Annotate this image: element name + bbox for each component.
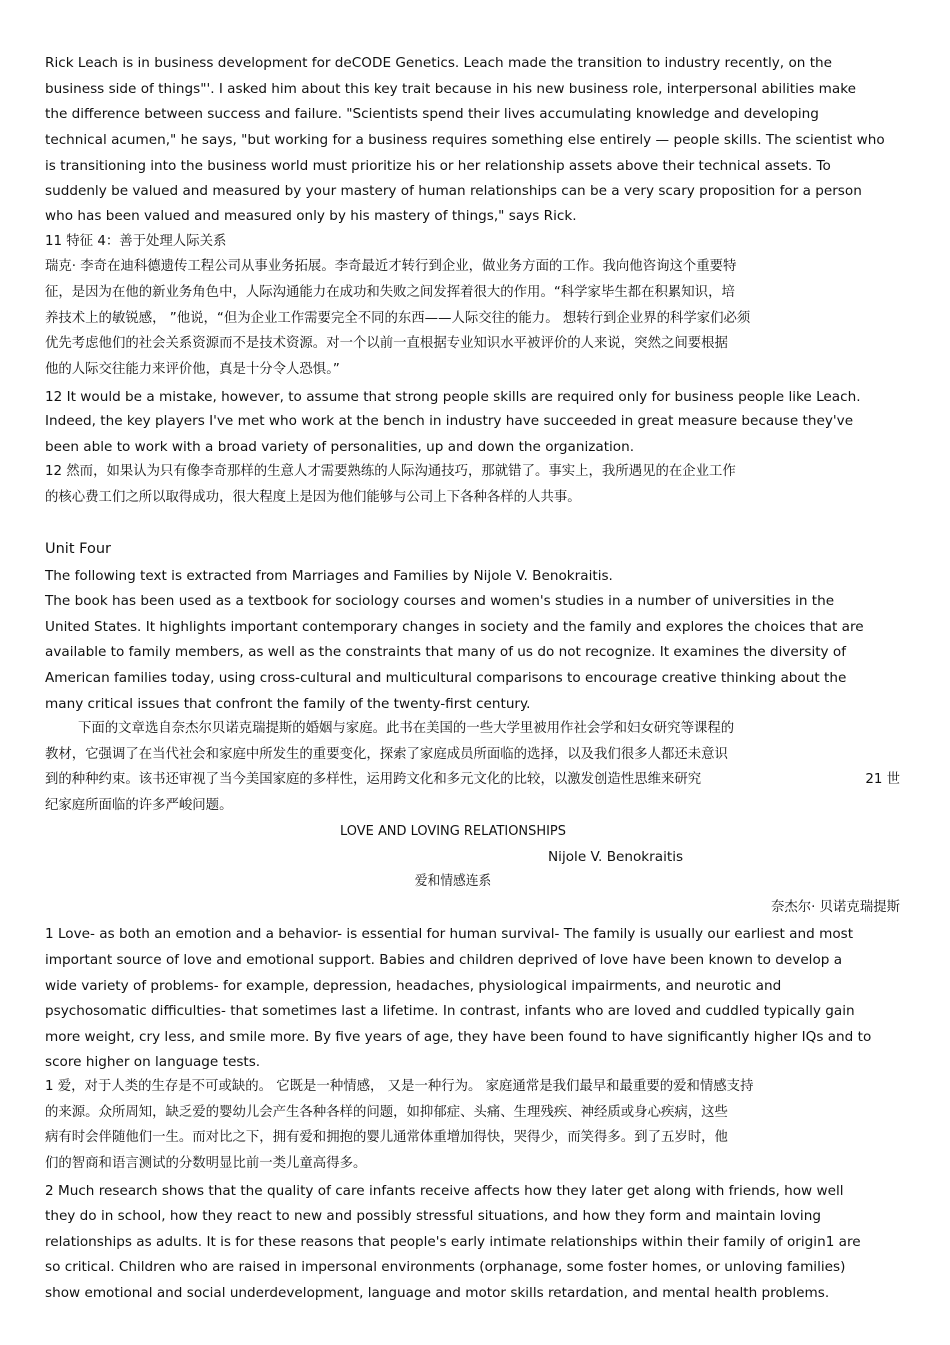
text-line: so critical. Children who are raised in impersonal environments (orphanage, some foster homes, or unloving families) <box>45 1259 846 1275</box>
text-line: important source of love and emotional support. Babies and children deprived of love have been known to develop a <box>45 952 843 968</box>
text-line: suddenly be valued and measured by your mastery of human relationships can be a very scary proposition for a person <box>45 183 862 199</box>
text-line: relationships as adults. It is for these reasons that people's early intimate relationships within their family of origin1 are <box>45 1234 861 1250</box>
text-line: business side of things"'. I asked him about this key trait because in his new business role, interpersonal abilities make <box>45 81 856 97</box>
text-line: show emotional and social underdevelopment, language and motor skills retardation, and mental health problems. <box>45 1285 830 1301</box>
text-line: they do in school, how they react to new and possibly stressful situations, and how they form and maintain loving <box>45 1208 821 1224</box>
article-title-zh: 爱和情感连系 <box>414 874 492 889</box>
article-author: Nijole V. Benokraitis <box>548 849 684 865</box>
text-line: more weight, cry less, and smile more. By five years of age, they have been found to have significantly higher IQs and to <box>45 1029 872 1045</box>
article-title: LOVE AND LOVING RELATIONSHIPS <box>340 823 566 839</box>
text-line: wide variety of problems- for example, depression, headaches, physiological impairments, and neurotic and <box>45 978 782 994</box>
text-line: 下面的文章选自奈杰尔贝诺克瑞提斯的婚姻与家庭。此书在美国的一些大学里被用作社会学和妇女研究等课程的 <box>78 721 735 736</box>
text-line: been able to work with a broad variety of personalities, up and down the organization. <box>45 439 635 455</box>
section-heading: 11 特征 4：善于处理人际关系 <box>45 234 227 249</box>
text-line: The book has been used as a textbook for sociology courses and women's studies in a number of universities in the <box>45 593 835 609</box>
text-line: 的核心费工们之所以取得成功，很大程度上是因为他们能够与公司上下各种各样的人共事。 <box>45 490 581 505</box>
text-line: 12 然而，如果认为只有像李奇那样的生意人才需要熟练的人际沟通技巧，那就错了。事实上，我所遇见的在企业工作 <box>45 464 736 479</box>
text-line: score higher on language tests. <box>45 1054 261 1070</box>
text-line: The following text is extracted from Marriages and Families by Nijole V. Benokraitis. <box>45 568 613 584</box>
text-line: 到的种种约束。该书还审视了当今美国家庭的多样性，运用跨文化和多元文化的比较，以激发创造性思维来研究 <box>45 772 702 787</box>
text-line: 瑞克· 李奇在迪科德遗传工程公司从事业务拓展。李奇最近才转行到企业，做业务方面的工作。我向他咨询这个重要特 <box>45 259 737 274</box>
text-line: 养技术上的敏锐感， ”他说，“但为企业工作需要完全不同的东西——人际交往的能力。 想转行到企业界的科学家们必须 <box>45 311 751 326</box>
text-line: is transitioning into the business world must prioritize his or her relationship assets above their technical assets. To <box>45 158 831 174</box>
text-line: 征，是因为在他的新业务角色中，人际沟通能力在成功和失败之间发挥着很大的作用。“科学家毕生都在积累知识，培 <box>45 285 735 300</box>
text-line: the difference between success and failure. "Scientists spend their lives accumulating knowledge and developing <box>45 106 819 122</box>
text-line: 21 世 <box>865 772 900 787</box>
text-line: many critical issues that confront the family of the twenty-first century. <box>45 696 531 712</box>
text-line: American families today, using cross-cultural and multicultural comparisons to encourage creative thinking about the <box>45 670 847 686</box>
text-line: 们的智商和语言测试的分数明显比前一类儿童高得多。 <box>45 1156 367 1171</box>
text-line: psychosomatic difficulties- that sometimes last a lifetime. In contrast, infants who are loved and cuddled typically gain <box>45 1003 855 1019</box>
article-author-zh: 奈杰尔· 贝诺克瑞提斯 <box>770 900 900 915</box>
text-line: who has been valued and measured only by his mastery of things," says Rick. <box>45 208 577 224</box>
text-line: 纪家庭所面临的许多严峻问题。 <box>45 798 233 813</box>
text-line: 优先考虑他们的社会关系资源而不是技术资源。对一个以前一直根据专业知识水平被评价的人来说，突然之间要根据 <box>45 336 728 351</box>
text-line: technical acumen," he says, "but working for a business requires something else entirely — people skills. The scientist who <box>45 132 885 148</box>
text-line: 1 Love- as both an emotion and a behavior- is essential for human survival- The family is usually our earliest and most <box>45 926 854 942</box>
text-line: 他的人际交往能力来评价他，真是十分令人恐惧。” <box>45 362 340 377</box>
text-line: available to family members, as well as the constraints that many of us do not recognize. It examines the diversity of <box>45 644 847 660</box>
text-line: Rick Leach is in business development for deCODE Genetics. Leach made the transition to industry recently, on the <box>45 55 833 71</box>
text-line: United States. It highlights important contemporary changes in society and the family and explores the choices that are <box>45 619 864 635</box>
unit-heading: Unit Four <box>45 541 111 557</box>
text-line: 的来源。众所周知，缺乏爱的婴幼儿会产生各种各样的问题，如抑郁症、头痛、生理残疾、神经质或身心疾病，这些 <box>45 1105 728 1120</box>
text-line: 2 Much research shows that the quality of care infants receive affects how they later get along with friends, how well <box>45 1183 844 1199</box>
text-line: 教材，它强调了在当代社会和家庭中所发生的重要变化，探索了家庭成员所面临的选择，以及我们很多人都还未意识 <box>45 747 728 762</box>
text-line: 12 It would be a mistake, however, to assume that strong people skills are required only for business people like Leach. <box>45 389 861 405</box>
text-line: 1 爱，对于人类的生存是不可或缺的。 它既是一种情感， 又是一种行为。 家庭通常是我们最早和最重要的爱和情感支持 <box>45 1079 754 1094</box>
text-line: 病有时会伴随他们一生。而对比之下，拥有爱和拥抱的婴儿通常体重增加得快，哭得少，而笑得多。到了五岁时，他 <box>45 1130 728 1145</box>
text-line: Indeed, the key players I've met who work at the bench in industry have succeeded in great measure because they've <box>45 413 854 429</box>
